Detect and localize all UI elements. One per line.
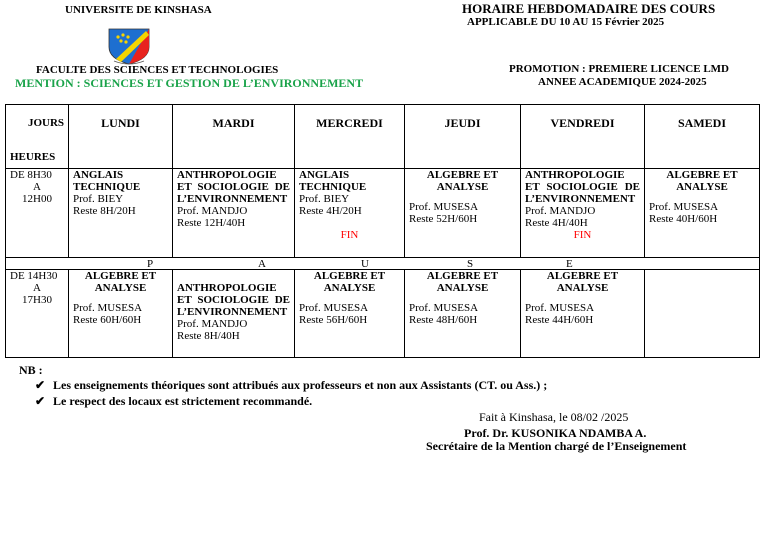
day-mercredi: MERCREDI xyxy=(295,105,405,169)
signatory-name: Prof. Dr. KUSONIKA NDAMBA A. xyxy=(464,426,647,440)
cell-tue-am xyxy=(173,169,295,258)
fin-label: FIN xyxy=(573,229,592,241)
corner-heures: HEURES xyxy=(10,150,56,163)
academic-year: ANNEE ACADEMIQUE 2024-2025 xyxy=(538,76,707,88)
time-morning xyxy=(6,169,69,258)
signatory-role: Secrétaire de la Mention chargé de l’Enseignement xyxy=(426,439,687,453)
remaining-hours: Reste 56H/60H xyxy=(299,314,368,326)
cell-wed-am xyxy=(295,169,405,258)
nb-item xyxy=(35,393,635,409)
course-name: ANTHROPOLOGIE ET SOCIOLOGIE DE L’ENVIRONNEMENT xyxy=(177,169,290,205)
time-end: 12H00 xyxy=(22,193,52,205)
pause-letter: P xyxy=(147,258,154,270)
promotion-label: PROMOTION : PREMIERE LICENCE LMD xyxy=(509,63,730,75)
slot-afternoon-row xyxy=(6,270,760,358)
day-samedi: SAMEDI xyxy=(645,105,760,169)
cell-mon-am xyxy=(69,169,173,258)
nb-item-text: Les enseignements théoriques sont attribués aux professeurs et non aux Assistants (CT. ou Ass.) ; xyxy=(53,378,548,392)
time-sep: A xyxy=(33,181,41,193)
professor: Prof. MUSESA xyxy=(525,302,595,314)
cell-tue-pm xyxy=(173,270,295,358)
time-end: 17H30 xyxy=(22,294,52,306)
nb-list xyxy=(35,377,635,409)
checkmark-icon: ✔ xyxy=(35,394,46,408)
mention-name: MENTION : SCIENCES ET GESTION DE L’ENVIRONNEMENT xyxy=(15,76,364,90)
slot-morning-row xyxy=(6,169,760,258)
nb-item xyxy=(35,377,635,393)
professor: Prof. MUSESA xyxy=(649,201,719,213)
professor: Prof. MUSESA xyxy=(409,302,479,314)
course-name: ALGEBRE ET ANALYSE xyxy=(84,270,157,294)
course-name: ALGEBRE ET ANALYSE xyxy=(666,169,738,193)
cell-mon-pm xyxy=(69,270,173,358)
schedule-table xyxy=(5,104,760,358)
cell-fri-am xyxy=(521,169,645,258)
day-vendredi: VENDREDI xyxy=(521,105,645,169)
pause-letter: U xyxy=(361,258,369,270)
cell-thu-pm xyxy=(405,270,521,358)
cell-sat-am xyxy=(645,169,760,258)
checkmark-icon: ✔ xyxy=(35,378,46,392)
schedule-title: HORAIRE HEBDOMADAIRE DES COURS xyxy=(462,1,716,16)
day-jeudi: JEUDI xyxy=(405,105,521,169)
remaining-hours: Reste 4H/20H xyxy=(299,205,362,217)
cell-wed-pm xyxy=(295,270,405,358)
time-afternoon xyxy=(6,270,69,358)
remaining-hours: Reste 52H/60H xyxy=(409,213,478,225)
professor: Prof. MUSESA xyxy=(409,201,479,213)
remaining-hours: Reste 40H/60H xyxy=(649,213,718,225)
corner-cell xyxy=(6,105,69,169)
fin-label: FIN xyxy=(340,229,359,241)
day-mardi: MARDI xyxy=(173,105,295,169)
remaining-hours: Reste 60H/60H xyxy=(73,314,142,326)
corner-jours: JOURS xyxy=(27,116,64,129)
time-sep: A xyxy=(33,282,41,294)
header-row xyxy=(6,105,760,169)
nb-item-text: Le respect des locaux est strictement recommandé. xyxy=(53,394,313,408)
pause-cell xyxy=(6,258,760,270)
professor: Prof. MANDJO xyxy=(177,205,248,217)
professor: Prof. MANDJO xyxy=(525,205,596,217)
remaining-hours: Reste 8H/40H xyxy=(177,330,240,342)
remaining-hours: Reste 8H/20H xyxy=(73,205,136,217)
place-date: Fait à Kinshasa, le 08/02 /2025 xyxy=(479,410,629,424)
course-name: ANTHROPOLOGIE ET SOCIOLOGIE DE L’ENVIRONNEMENT xyxy=(525,169,640,205)
time-start: DE 14H30 xyxy=(10,270,58,282)
course-name: ALGEBRE ET ANALYSE xyxy=(426,169,499,193)
cell-sat-pm xyxy=(645,270,760,358)
course-name: ALGEBRE ET ANALYSE xyxy=(426,270,499,294)
university-name: UNIVERSITE DE KINSHASA xyxy=(65,4,212,16)
professor: Prof. BIEY xyxy=(73,193,124,205)
course-name: ALGEBRE ET ANALYSE xyxy=(313,270,386,294)
pause-letter: E xyxy=(566,258,573,270)
course-name: ALGEBRE ET ANALYSE xyxy=(546,270,619,294)
time-start: DE 8H30 xyxy=(10,169,52,181)
professor: Prof. MANDJO xyxy=(177,318,248,330)
professor: Prof. MUSESA xyxy=(299,302,369,314)
faculty-name: FACULTE DES SCIENCES ET TECHNOLOGIES xyxy=(36,64,279,76)
cell-fri-pm xyxy=(521,270,645,358)
course-name: ANGLAIS TECHNIQUE xyxy=(73,169,141,193)
nb-label: NB : xyxy=(19,363,43,377)
pause-letter: S xyxy=(467,258,474,270)
remaining-hours: Reste 12H/40H xyxy=(177,217,246,229)
course-name: ANGLAIS TECHNIQUE xyxy=(299,169,367,193)
remaining-hours: Reste 48H/60H xyxy=(409,314,478,326)
remaining-hours: Reste 44H/60H xyxy=(525,314,594,326)
applicable-period: APPLICABLE DU 10 AU 15 Février 2025 xyxy=(467,16,665,28)
cell-thu-am xyxy=(405,169,521,258)
university-logo xyxy=(106,27,152,65)
pause-row xyxy=(6,258,760,270)
remaining-hours: Reste 4H/40H xyxy=(525,217,588,229)
course-name: ANTHROPOLOGIE ET SOCIOLOGIE DE L’ENVIRONNEMENT xyxy=(177,282,290,318)
day-lundi: LUNDI xyxy=(69,105,173,169)
professor: Prof. MUSESA xyxy=(73,302,143,314)
pause-letter: A xyxy=(258,258,266,270)
professor: Prof. BIEY xyxy=(299,193,350,205)
